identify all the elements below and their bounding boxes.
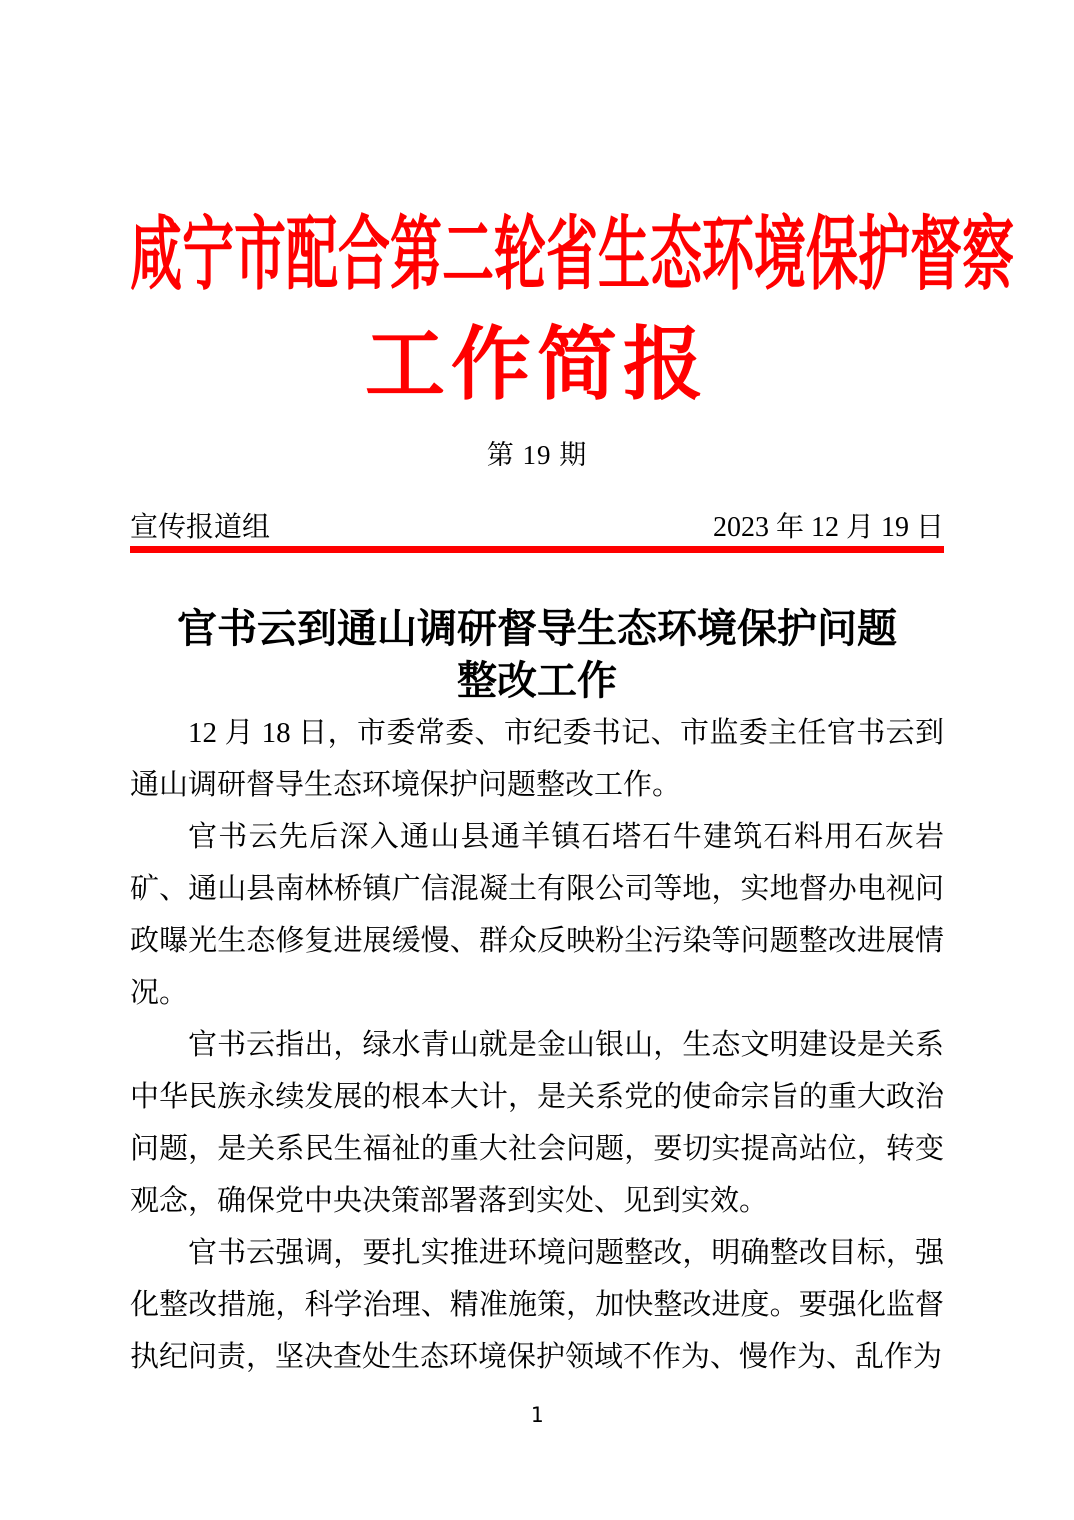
article [130,603,944,1383]
page-number: 1 [530,1403,544,1427]
article-heading [130,603,944,707]
article-heading-line2: 整改工作 [457,658,617,703]
masthead-divider-rule [130,546,944,553]
masthead [130,212,1015,553]
paragraph-4: 官书云强调，要扎实推进环境问题整改，明确整改目标，强化整改措施，科学治理、精准施策，加快整改进度。要强化监督执纪问责，坚决查处生态环境保护领域不作为、慢作为、乱作为 [130,1237,944,1373]
page-footer [0,1400,1074,1430]
masthead-title-line1: 咸宁市配合第二轮省生态环境保护督察 [130,212,1015,301]
issue-number: 第 19 期 [486,440,588,470]
masthead-info-row [130,512,944,544]
paragraph-2: 官书云先后深入通山县通羊镇石塔石牛建筑石料用石灰岩矿、通山县南林桥镇广信混凝土有限公司等地，实地督办电视问政曝光生态修复进展缓慢、群众反映粉尘污染等问题整改进展情况。 [130,821,944,1009]
article-heading-line1: 官书云到通山调研督导生态环境保护问题 [177,606,897,651]
paragraph-1: 12 月 18 日，市委常委、市纪委书记、市监委主任官书云到通山调研督导生态环境保护问题整改工作。 [130,717,944,801]
issuing-group: 宣传报道组 [130,512,271,543]
page-content [0,212,1074,1427]
paragraph-3: 官书云指出，绿水青山就是金山银山，生态文明建设是关系中华民族永续发展的根本大计，是关系党的使命宗旨的重大政治问题，是关系民生福祉的重大社会问题，要切实提高站位，转变观念，确保党中央决策部署落到实处、见到实效。 [130,1029,944,1217]
masthead-title-line2: 工作简报 [365,322,709,410]
issue-date: 2023 年 12 月 19 日 [712,512,944,543]
